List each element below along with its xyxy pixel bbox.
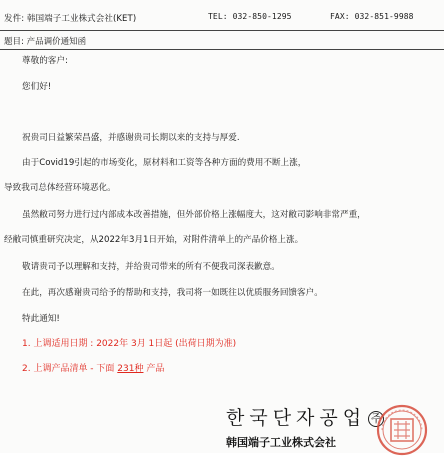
paragraph-3-line-1: 虽然敝司努力进行过内部成本改善措施，但外部价格上涨幅度大，这对敝司影响非常严重， [22, 210, 366, 220]
item-product-list-suffix: 产品 [143, 364, 165, 374]
product-count: 231种 [117, 364, 144, 374]
subject-text: 题目: 产品调价通知函 [4, 37, 87, 47]
fax-header [0, 0, 444, 31]
paragraph-1: 祝贵司日益繁荣昌盛，并感谢贵司长期以来的支持与厚爱. [22, 133, 240, 143]
greeting: 您们好! [22, 82, 52, 92]
sender-text: 发件: 韩国端子工业株式会社(KET) [4, 14, 137, 24]
fax-number: FAX: 032-851-9988 [330, 12, 414, 21]
item-product-list [22, 364, 164, 375]
closing-text: 特此通知! [22, 314, 60, 324]
paragraph-4: 敬请贵司予以理解和支持，并给贵司带来的所有不便我司深表歉意。 [22, 262, 280, 272]
salutation: 尊敬的客户: [22, 56, 68, 66]
item-effective-date: 1. 上调适用日期 : 2022年 3月 1日起 (出荷日期为准) [22, 339, 237, 349]
subject-row [0, 31, 444, 50]
paragraph-2-line-1: 由于Covid19引起的市场变化，原材料和工资等各种方面的费用不断上涨， [22, 158, 307, 168]
company-seal-icon [376, 404, 428, 456]
korean-name-text: 한국단자공업 [226, 407, 367, 429]
circled-mark: 주 [368, 411, 384, 427]
korean-company-name [226, 403, 384, 430]
tel-number: TEL: 032-850-1295 [208, 12, 292, 21]
paragraph-3-line-2: 经敝司慎重研究决定，从2022年3月1日开始，对附件清单上的产品价格上涨。 [4, 235, 304, 245]
paragraph-5: 在此，再次感谢贵司给予的帮助和支持，我司将一如既往以优质服务回馈客户。 [22, 288, 323, 298]
paragraph-2-line-2: 导致我司总体经营环境恶化。 [4, 183, 116, 193]
item-product-list-prefix: 2. 上调产品清单 - 下面 [22, 364, 118, 374]
chinese-company-name: 韩国端子工业株式会社 [226, 436, 336, 449]
